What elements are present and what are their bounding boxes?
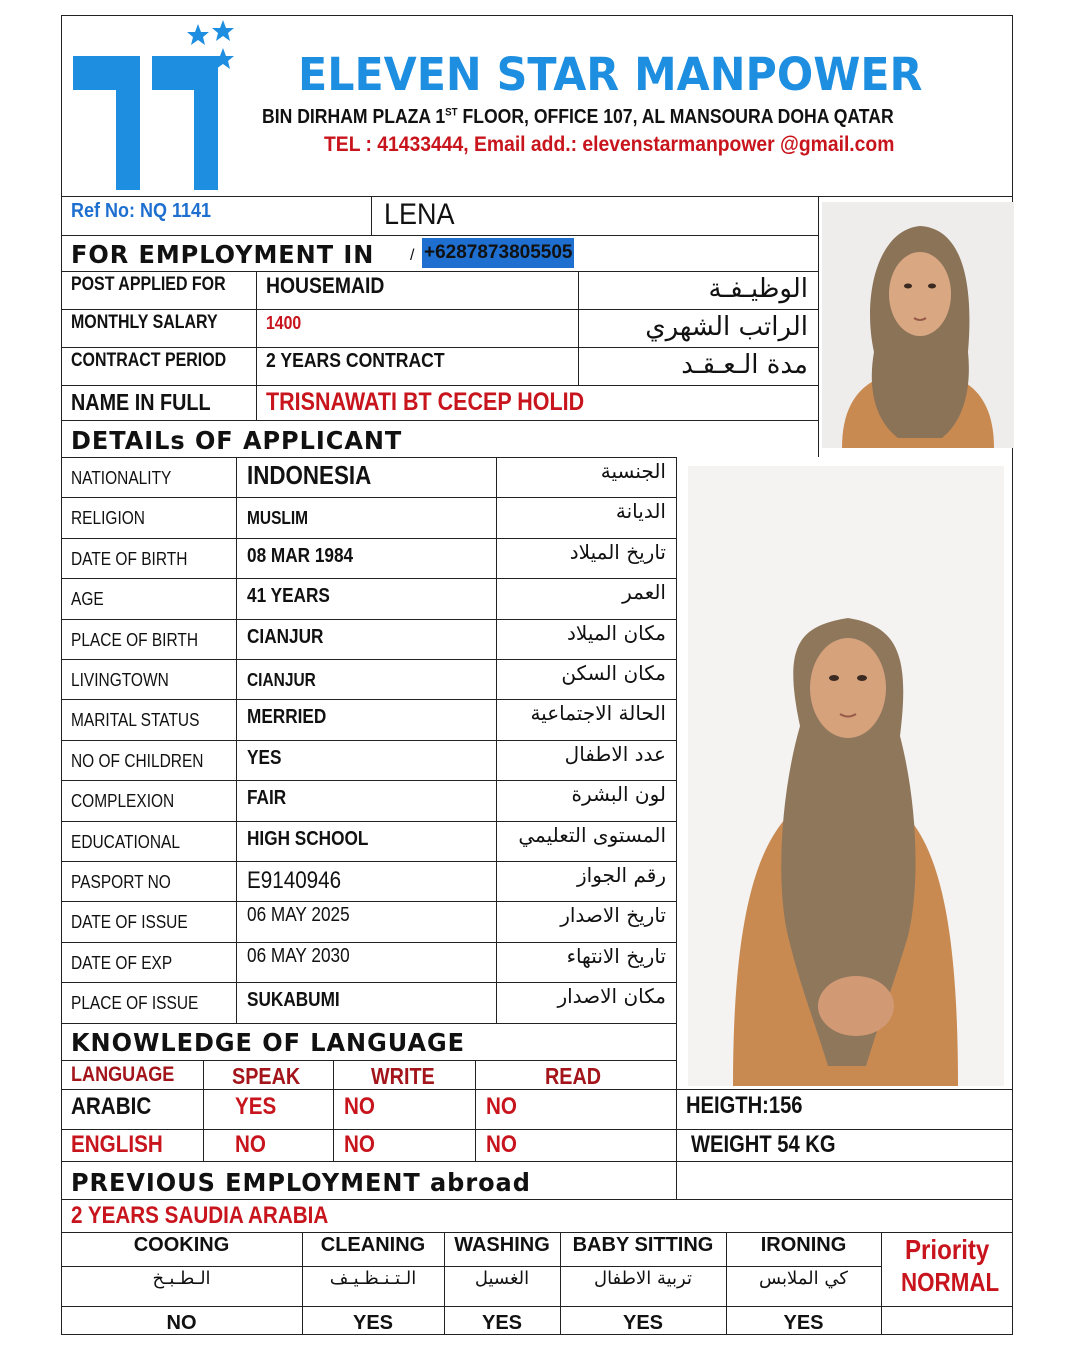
- lang-arabic-write: NO: [344, 1093, 375, 1120]
- detail-value: CIANJUR: [247, 625, 324, 648]
- detail-arabic: الحالة الاجتماعية: [530, 701, 666, 726]
- detail-row-divider: [61, 497, 676, 498]
- detail-arabic: مكان السكن: [561, 661, 666, 685]
- detail-arabic: لون البشرة: [571, 782, 666, 807]
- fullname-label: NAME IN FULL: [71, 389, 211, 415]
- portrait-photo: [822, 202, 1014, 448]
- company-name: ELEVEN STAR MANPOWER: [298, 48, 923, 101]
- detail-arabic: تاريخ الميلاد: [569, 539, 666, 564]
- divider: [881, 1232, 882, 1335]
- detail-arabic: العمر: [622, 580, 666, 605]
- divider: [61, 457, 676, 458]
- divider: [61, 1199, 1013, 1200]
- employment-label: FOR EMPLOYMENT IN: [71, 240, 375, 269]
- detail-arabic: مكان الاصدار: [557, 984, 666, 1009]
- skill-label: COOKING: [133, 1234, 230, 1256]
- detail-row-divider: [61, 780, 676, 781]
- detail-label: MARITAL STATUS: [71, 710, 200, 731]
- divider: [61, 1023, 676, 1024]
- detail-value: 06 MAY 2025: [247, 904, 350, 927]
- priority-value: NORMAL: [901, 1267, 1000, 1297]
- details-title: DETAILs OF APPLICANT: [71, 426, 403, 455]
- skill-arabic: كي الملابس: [759, 1268, 848, 1289]
- skill-label: WASHING: [454, 1234, 550, 1256]
- divider: [61, 1161, 1013, 1162]
- lang-arabic-name: ARABIC: [71, 1093, 152, 1120]
- lang-header-language: LANGUAGE: [71, 1063, 175, 1086]
- lang-english-write: NO: [344, 1131, 375, 1158]
- detail-row-divider: [61, 699, 676, 700]
- detail-row-divider: [61, 619, 676, 620]
- detail-label: DATE OF ISSUE: [71, 912, 188, 933]
- skill-value: YES: [352, 1312, 394, 1334]
- detail-arabic: الجنسية: [600, 459, 666, 483]
- post-label: POST APPLIED FOR: [71, 274, 226, 295]
- salary-arabic: الراتب الشهري: [645, 312, 808, 342]
- detail-label: LIVINGTOWN: [71, 670, 169, 690]
- detail-value: YES: [247, 746, 282, 769]
- detail-value: INDONESIA: [247, 460, 372, 490]
- skill-arabic: الـطـبـخ: [152, 1268, 211, 1289]
- lang-english-read: NO: [486, 1131, 517, 1158]
- detail-label: DATE OF BIRTH: [71, 548, 188, 569]
- divider: [61, 1306, 1013, 1307]
- skill-label: IRONING: [760, 1234, 847, 1256]
- skill-value: YES: [481, 1312, 523, 1334]
- detail-arabic: المستوى التعليمي: [518, 822, 666, 847]
- detail-value: MERRIED: [247, 706, 327, 729]
- language-title: KNOWLEDGE OF LANGUAGE: [71, 1028, 466, 1057]
- lang-header-write: WRITE: [371, 1063, 435, 1089]
- divider: [61, 420, 818, 421]
- short-name: LENA: [384, 198, 455, 231]
- detail-row-divider: [61, 538, 676, 539]
- detail-label: COMPLEXION: [71, 791, 175, 812]
- height-value: HEIGTH:156: [686, 1092, 803, 1119]
- detail-value: HIGH SCHOOL: [247, 827, 369, 850]
- detail-value: E9140946: [247, 867, 342, 894]
- detail-label: RELIGION: [71, 508, 145, 529]
- divider: [256, 271, 257, 420]
- detail-arabic: الديانة: [615, 499, 666, 524]
- detail-label: DATE OF EXP: [71, 952, 173, 973]
- divider: [61, 1232, 1013, 1233]
- divider: [61, 271, 818, 272]
- detail-value: 06 MAY 2030: [247, 944, 350, 967]
- salary-value: 1400: [266, 313, 302, 333]
- detail-value: 41 YEARS: [247, 585, 330, 608]
- detail-label: NO OF CHILDREN: [71, 750, 204, 771]
- ref-number: Ref No: NQ 1141: [71, 200, 212, 222]
- skill-value: NO: [166, 1312, 197, 1334]
- skill-arabic: الغسيل: [474, 1268, 530, 1289]
- employment-slash: /: [410, 247, 415, 264]
- post-value: HOUSEMAID: [266, 273, 385, 298]
- detail-row-divider: [61, 821, 676, 822]
- detail-row-divider: [61, 659, 676, 660]
- detail-label: PLACE OF ISSUE: [71, 993, 199, 1014]
- detail-arabic: تاريخ الانتهاء: [566, 943, 666, 968]
- divider: [61, 196, 1013, 197]
- weight-value: WEIGHT 54 KG: [691, 1131, 836, 1158]
- company-logo: [70, 18, 240, 193]
- skill-arabic: الـتـنـظـيـف: [329, 1268, 417, 1289]
- skill-label: BABY SITTING: [572, 1234, 714, 1256]
- detail-value: MUSLIM: [247, 508, 309, 529]
- divider: [475, 1060, 476, 1161]
- detail-label: EDUCATIONAL: [71, 831, 180, 852]
- company-contact: TEL : 41433444, Email add.: elevenstarmanpower @gmail.com: [324, 133, 895, 156]
- post-arabic: الوظيـفـة: [708, 274, 808, 304]
- contract-value: 2 YEARS CONTRACT: [266, 350, 445, 372]
- contract-arabic: مدة الـعـقـد: [681, 350, 808, 380]
- divider: [333, 1060, 334, 1161]
- detail-value: FAIR: [247, 787, 287, 810]
- skill-value: YES: [783, 1312, 824, 1334]
- detail-row-divider: [61, 578, 676, 579]
- lang-english-name: ENGLISH: [71, 1131, 163, 1158]
- company-address: BIN DIRHAM PLAZA 1ST FLOOR, OFFICE 107, AL MANSOURA DOHA QATAR: [262, 106, 894, 128]
- divider: [578, 271, 579, 385]
- skill-arabic: تربية الاطفال: [593, 1268, 692, 1289]
- employment-phone: +6287873805505: [422, 238, 574, 268]
- divider: [818, 196, 819, 457]
- detail-row-divider: [61, 740, 676, 741]
- lang-header-speak: SPEAK: [232, 1063, 301, 1089]
- divider: [371, 196, 372, 235]
- lang-english-speak: NO: [235, 1131, 266, 1158]
- divider: [203, 1060, 204, 1161]
- previous-value: 2 YEARS SAUDIA ARABIA: [71, 1202, 329, 1229]
- detail-row-divider: [61, 982, 676, 983]
- divider: [676, 457, 677, 1199]
- detail-value: CIANJUR: [247, 670, 316, 690]
- divider: [61, 1266, 881, 1267]
- detail-value: 08 MAR 1984: [247, 544, 354, 567]
- detail-arabic: عدد الاطفال: [564, 741, 666, 766]
- detail-arabic: مكان الميلاد: [567, 620, 666, 645]
- divider: [61, 309, 818, 310]
- detail-label: AGE: [71, 589, 104, 610]
- detail-value: SUKABUMI: [247, 989, 340, 1012]
- full-body-photo: [688, 466, 1004, 1086]
- salary-label: MONTHLY SALARY: [71, 312, 218, 333]
- detail-row-divider: [61, 942, 676, 943]
- previous-title: PREVIOUS EMPLOYMENT abroad: [71, 1168, 531, 1197]
- lang-header-read: READ: [545, 1063, 602, 1089]
- priority-label: Priority: [905, 1234, 990, 1265]
- divider: [61, 1060, 676, 1061]
- detail-label: NATIONALITY: [71, 468, 172, 488]
- contract-label: CONTRACT PERIOD: [71, 350, 227, 371]
- detail-arabic: تاريخ الاصدار: [560, 903, 666, 928]
- fullname-value: TRISNAWATI BT CECEP HOLID: [266, 388, 585, 416]
- detail-label: PASPORT NO: [71, 872, 171, 892]
- detail-label: PLACE OF BIRTH: [71, 629, 199, 650]
- skill-value: YES: [622, 1312, 664, 1334]
- lang-arabic-read: NO: [486, 1093, 517, 1120]
- detail-arabic: رقم الجواز: [577, 863, 666, 887]
- detail-row-divider: [61, 861, 676, 862]
- detail-row-divider: [61, 901, 676, 902]
- divider: [61, 385, 818, 386]
- divider: [61, 347, 818, 348]
- skill-label: CLEANING: [320, 1234, 426, 1256]
- divider: [61, 235, 818, 236]
- lang-arabic-speak: YES: [235, 1093, 277, 1120]
